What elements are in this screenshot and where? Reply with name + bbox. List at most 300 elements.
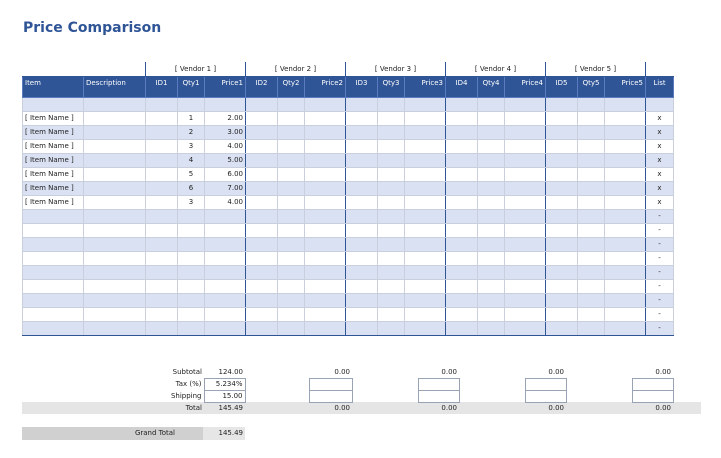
- id-cell[interactable]: [346, 209, 378, 223]
- description-cell[interactable]: [84, 125, 146, 139]
- shipping-input[interactable]: 15.00: [204, 390, 245, 402]
- list-cell[interactable]: x: [646, 139, 674, 153]
- item-name-cell[interactable]: [ Item Name ]: [23, 167, 84, 181]
- qty-cell[interactable]: 4: [178, 153, 205, 167]
- price-cell[interactable]: [305, 181, 346, 195]
- item-name-cell[interactable]: [23, 265, 84, 279]
- id-cell[interactable]: [146, 251, 178, 265]
- qty-cell[interactable]: [278, 195, 305, 209]
- description-cell[interactable]: [84, 279, 146, 293]
- shipping-input[interactable]: [525, 390, 566, 402]
- price-cell[interactable]: [305, 265, 346, 279]
- price-cell[interactable]: [305, 209, 346, 223]
- qty-cell[interactable]: [578, 265, 605, 279]
- id-cell[interactable]: [346, 181, 378, 195]
- tax-input[interactable]: 5.234%: [204, 378, 245, 390]
- id-cell[interactable]: [546, 321, 578, 335]
- list-cell[interactable]: -: [646, 293, 674, 307]
- qty-cell[interactable]: 1: [178, 111, 205, 125]
- price-cell[interactable]: [405, 167, 446, 181]
- price-cell[interactable]: [505, 265, 546, 279]
- price-cell[interactable]: [405, 251, 446, 265]
- list-cell[interactable]: x: [646, 195, 674, 209]
- qty-cell[interactable]: [578, 321, 605, 335]
- price-cell[interactable]: [305, 293, 346, 307]
- vendor-header[interactable]: [ Vendor 3 ]: [346, 62, 446, 76]
- qty-cell[interactable]: [578, 153, 605, 167]
- description-cell[interactable]: [84, 237, 146, 251]
- qty-cell[interactable]: [578, 125, 605, 139]
- item-name-cell[interactable]: [23, 209, 84, 223]
- qty-cell[interactable]: [178, 97, 205, 111]
- id-cell[interactable]: [446, 125, 478, 139]
- list-cell[interactable]: -: [646, 307, 674, 321]
- qty-cell[interactable]: [178, 209, 205, 223]
- price-cell[interactable]: [505, 209, 546, 223]
- price-cell[interactable]: [305, 167, 346, 181]
- id-cell[interactable]: [446, 321, 478, 335]
- id-cell[interactable]: [446, 307, 478, 321]
- description-cell[interactable]: [84, 167, 146, 181]
- list-cell[interactable]: -: [646, 237, 674, 251]
- qty-cell[interactable]: [478, 293, 505, 307]
- price-cell[interactable]: [505, 97, 546, 111]
- item-name-cell[interactable]: [ Item Name ]: [23, 153, 84, 167]
- price-cell[interactable]: [305, 237, 346, 251]
- qty-cell[interactable]: [578, 139, 605, 153]
- price-cell[interactable]: [605, 279, 646, 293]
- qty-cell[interactable]: [578, 307, 605, 321]
- price-cell[interactable]: [305, 307, 346, 321]
- id-cell[interactable]: [346, 293, 378, 307]
- qty-cell[interactable]: [478, 167, 505, 181]
- id-cell[interactable]: [346, 223, 378, 237]
- price-cell[interactable]: [605, 153, 646, 167]
- id-cell[interactable]: [246, 223, 278, 237]
- qty-cell[interactable]: [278, 111, 305, 125]
- id-cell[interactable]: [546, 209, 578, 223]
- id-cell[interactable]: [346, 97, 378, 111]
- list-cell[interactable]: -: [646, 223, 674, 237]
- list-cell[interactable]: [646, 97, 674, 111]
- id-cell[interactable]: [146, 167, 178, 181]
- id-cell[interactable]: [246, 307, 278, 321]
- vendor-header[interactable]: [ Vendor 5 ]: [546, 62, 646, 76]
- item-name-cell[interactable]: [ Item Name ]: [23, 139, 84, 153]
- description-cell[interactable]: [84, 265, 146, 279]
- id-cell[interactable]: [546, 265, 578, 279]
- price-cell[interactable]: 2.00: [205, 111, 246, 125]
- id-cell[interactable]: [446, 237, 478, 251]
- qty-cell[interactable]: [578, 251, 605, 265]
- id-cell[interactable]: [446, 265, 478, 279]
- id-cell[interactable]: [246, 167, 278, 181]
- qty-cell[interactable]: [178, 265, 205, 279]
- vendor-header[interactable]: [ Vendor 4 ]: [446, 62, 546, 76]
- qty-cell[interactable]: [478, 195, 505, 209]
- id-cell[interactable]: [146, 139, 178, 153]
- id-cell[interactable]: [346, 237, 378, 251]
- item-name-cell[interactable]: [23, 251, 84, 265]
- price-cell[interactable]: [605, 251, 646, 265]
- id-cell[interactable]: [546, 125, 578, 139]
- id-cell[interactable]: [346, 321, 378, 335]
- price-cell[interactable]: [505, 195, 546, 209]
- price-cell[interactable]: [505, 125, 546, 139]
- id-cell[interactable]: [446, 181, 478, 195]
- qty-cell[interactable]: [378, 125, 405, 139]
- description-cell[interactable]: [84, 223, 146, 237]
- qty-cell[interactable]: [278, 279, 305, 293]
- price-cell[interactable]: [605, 237, 646, 251]
- price-cell[interactable]: [305, 195, 346, 209]
- price-cell[interactable]: [205, 293, 246, 307]
- id-cell[interactable]: [246, 265, 278, 279]
- list-cell[interactable]: -: [646, 209, 674, 223]
- vendor-header[interactable]: [ Vendor 2 ]: [246, 62, 346, 76]
- qty-cell[interactable]: [278, 321, 305, 335]
- price-cell[interactable]: [305, 279, 346, 293]
- list-cell[interactable]: -: [646, 265, 674, 279]
- id-cell[interactable]: [246, 181, 278, 195]
- qty-cell[interactable]: [578, 237, 605, 251]
- qty-cell[interactable]: [478, 181, 505, 195]
- list-cell[interactable]: x: [646, 181, 674, 195]
- price-cell[interactable]: [305, 251, 346, 265]
- description-cell[interactable]: [84, 97, 146, 111]
- id-cell[interactable]: [146, 265, 178, 279]
- price-cell[interactable]: [405, 321, 446, 335]
- id-cell[interactable]: [346, 251, 378, 265]
- id-cell[interactable]: [246, 279, 278, 293]
- qty-cell[interactable]: [478, 251, 505, 265]
- qty-cell[interactable]: [378, 97, 405, 111]
- qty-cell[interactable]: [378, 251, 405, 265]
- qty-cell[interactable]: [178, 293, 205, 307]
- id-cell[interactable]: [546, 293, 578, 307]
- item-name-cell[interactable]: [ Item Name ]: [23, 181, 84, 195]
- id-cell[interactable]: [446, 293, 478, 307]
- qty-cell[interactable]: [478, 153, 505, 167]
- price-cell[interactable]: [405, 265, 446, 279]
- price-cell[interactable]: [505, 293, 546, 307]
- qty-cell[interactable]: [178, 307, 205, 321]
- id-cell[interactable]: [246, 111, 278, 125]
- price-cell[interactable]: 5.00: [205, 153, 246, 167]
- shipping-input[interactable]: [632, 390, 673, 402]
- list-cell[interactable]: -: [646, 321, 674, 335]
- id-cell[interactable]: [546, 111, 578, 125]
- id-cell[interactable]: [246, 153, 278, 167]
- description-cell[interactable]: [84, 139, 146, 153]
- qty-cell[interactable]: [278, 181, 305, 195]
- qty-cell[interactable]: [478, 209, 505, 223]
- qty-cell[interactable]: [478, 125, 505, 139]
- id-cell[interactable]: [146, 209, 178, 223]
- qty-cell[interactable]: [278, 139, 305, 153]
- price-cell[interactable]: 7.00: [205, 181, 246, 195]
- id-cell[interactable]: [146, 223, 178, 237]
- qty-cell[interactable]: [178, 223, 205, 237]
- price-cell[interactable]: [505, 111, 546, 125]
- price-cell[interactable]: [305, 223, 346, 237]
- price-cell[interactable]: [205, 223, 246, 237]
- id-cell[interactable]: [346, 111, 378, 125]
- qty-cell[interactable]: [478, 321, 505, 335]
- id-cell[interactable]: [346, 195, 378, 209]
- qty-cell[interactable]: [578, 111, 605, 125]
- price-cell[interactable]: [305, 321, 346, 335]
- id-cell[interactable]: [446, 223, 478, 237]
- id-cell[interactable]: [446, 209, 478, 223]
- price-cell[interactable]: 4.00: [205, 139, 246, 153]
- qty-cell[interactable]: [478, 97, 505, 111]
- id-cell[interactable]: [546, 153, 578, 167]
- id-cell[interactable]: [546, 279, 578, 293]
- qty-cell[interactable]: [178, 251, 205, 265]
- item-name-cell[interactable]: [ Item Name ]: [23, 111, 84, 125]
- item-name-cell[interactable]: [23, 279, 84, 293]
- qty-cell[interactable]: [478, 307, 505, 321]
- id-cell[interactable]: [346, 125, 378, 139]
- id-cell[interactable]: [146, 97, 178, 111]
- id-cell[interactable]: [146, 293, 178, 307]
- qty-cell[interactable]: [378, 153, 405, 167]
- id-cell[interactable]: [146, 181, 178, 195]
- qty-cell[interactable]: [478, 265, 505, 279]
- id-cell[interactable]: [146, 125, 178, 139]
- price-cell[interactable]: [205, 251, 246, 265]
- id-cell[interactable]: [246, 97, 278, 111]
- list-cell[interactable]: x: [646, 111, 674, 125]
- item-name-cell[interactable]: [23, 321, 84, 335]
- shipping-input[interactable]: [418, 390, 459, 402]
- qty-cell[interactable]: [578, 223, 605, 237]
- price-cell[interactable]: [605, 293, 646, 307]
- qty-cell[interactable]: [578, 181, 605, 195]
- qty-cell[interactable]: 2: [178, 125, 205, 139]
- id-cell[interactable]: [346, 167, 378, 181]
- vendor-header[interactable]: [ Vendor 1 ]: [146, 62, 246, 76]
- item-name-cell[interactable]: [23, 293, 84, 307]
- qty-cell[interactable]: [478, 223, 505, 237]
- id-cell[interactable]: [246, 195, 278, 209]
- price-cell[interactable]: [305, 125, 346, 139]
- item-name-cell[interactable]: [ Item Name ]: [23, 125, 84, 139]
- id-cell[interactable]: [346, 307, 378, 321]
- id-cell[interactable]: [446, 167, 478, 181]
- qty-cell[interactable]: [578, 209, 605, 223]
- price-cell[interactable]: [505, 251, 546, 265]
- price-cell[interactable]: [505, 223, 546, 237]
- price-cell[interactable]: [205, 97, 246, 111]
- price-cell[interactable]: [305, 139, 346, 153]
- id-cell[interactable]: [346, 153, 378, 167]
- qty-cell[interactable]: [378, 307, 405, 321]
- qty-cell[interactable]: [378, 181, 405, 195]
- price-cell[interactable]: [605, 111, 646, 125]
- id-cell[interactable]: [246, 293, 278, 307]
- tax-input[interactable]: [309, 378, 352, 390]
- id-cell[interactable]: [546, 223, 578, 237]
- qty-cell[interactable]: 6: [178, 181, 205, 195]
- id-cell[interactable]: [346, 265, 378, 279]
- description-cell[interactable]: [84, 321, 146, 335]
- price-cell[interactable]: [505, 153, 546, 167]
- description-cell[interactable]: [84, 195, 146, 209]
- price-cell[interactable]: 6.00: [205, 167, 246, 181]
- description-cell[interactable]: [84, 209, 146, 223]
- price-cell[interactable]: [405, 111, 446, 125]
- qty-cell[interactable]: [278, 125, 305, 139]
- id-cell[interactable]: [246, 321, 278, 335]
- qty-cell[interactable]: [478, 279, 505, 293]
- id-cell[interactable]: [246, 237, 278, 251]
- id-cell[interactable]: [546, 195, 578, 209]
- item-name-cell[interactable]: [23, 97, 84, 111]
- item-name-cell[interactable]: [23, 237, 84, 251]
- qty-cell[interactable]: [578, 167, 605, 181]
- id-cell[interactable]: [546, 237, 578, 251]
- description-cell[interactable]: [84, 307, 146, 321]
- price-cell[interactable]: [605, 125, 646, 139]
- item-name-cell[interactable]: [23, 223, 84, 237]
- price-cell[interactable]: [505, 181, 546, 195]
- shipping-input[interactable]: [309, 390, 352, 402]
- tax-input[interactable]: [632, 378, 673, 390]
- description-cell[interactable]: [84, 181, 146, 195]
- price-cell[interactable]: [405, 153, 446, 167]
- price-cell[interactable]: [605, 97, 646, 111]
- list-cell[interactable]: -: [646, 279, 674, 293]
- id-cell[interactable]: [546, 251, 578, 265]
- id-cell[interactable]: [146, 321, 178, 335]
- list-cell[interactable]: x: [646, 167, 674, 181]
- price-cell[interactable]: [605, 181, 646, 195]
- price-cell[interactable]: [205, 265, 246, 279]
- list-cell[interactable]: x: [646, 125, 674, 139]
- price-cell[interactable]: [605, 265, 646, 279]
- id-cell[interactable]: [446, 139, 478, 153]
- qty-cell[interactable]: 3: [178, 195, 205, 209]
- price-cell[interactable]: [405, 181, 446, 195]
- qty-cell[interactable]: [378, 321, 405, 335]
- qty-cell[interactable]: [578, 195, 605, 209]
- price-cell[interactable]: [205, 237, 246, 251]
- qty-cell[interactable]: [378, 209, 405, 223]
- list-cell[interactable]: -: [646, 251, 674, 265]
- id-cell[interactable]: [446, 279, 478, 293]
- qty-cell[interactable]: [378, 279, 405, 293]
- price-cell[interactable]: [205, 279, 246, 293]
- price-cell[interactable]: [405, 125, 446, 139]
- id-cell[interactable]: [246, 251, 278, 265]
- qty-cell[interactable]: [378, 293, 405, 307]
- id-cell[interactable]: [446, 251, 478, 265]
- description-cell[interactable]: [84, 153, 146, 167]
- price-cell[interactable]: [405, 209, 446, 223]
- description-cell[interactable]: [84, 293, 146, 307]
- price-cell[interactable]: [605, 223, 646, 237]
- qty-cell[interactable]: [178, 237, 205, 251]
- qty-cell[interactable]: [478, 237, 505, 251]
- qty-cell[interactable]: [278, 153, 305, 167]
- price-cell[interactable]: [605, 307, 646, 321]
- price-cell[interactable]: [305, 97, 346, 111]
- price-cell[interactable]: [505, 307, 546, 321]
- id-cell[interactable]: [146, 153, 178, 167]
- qty-cell[interactable]: [378, 111, 405, 125]
- id-cell[interactable]: [546, 139, 578, 153]
- price-cell[interactable]: 3.00: [205, 125, 246, 139]
- id-cell[interactable]: [246, 125, 278, 139]
- qty-cell[interactable]: [278, 293, 305, 307]
- price-cell[interactable]: [205, 321, 246, 335]
- price-cell[interactable]: [405, 237, 446, 251]
- tax-input[interactable]: [525, 378, 566, 390]
- qty-cell[interactable]: [378, 167, 405, 181]
- qty-cell[interactable]: [278, 265, 305, 279]
- qty-cell[interactable]: [278, 237, 305, 251]
- qty-cell[interactable]: [278, 167, 305, 181]
- id-cell[interactable]: [446, 195, 478, 209]
- qty-cell[interactable]: [178, 279, 205, 293]
- id-cell[interactable]: [546, 181, 578, 195]
- qty-cell[interactable]: [278, 223, 305, 237]
- price-cell[interactable]: [405, 223, 446, 237]
- qty-cell[interactable]: [378, 265, 405, 279]
- price-cell[interactable]: [505, 321, 546, 335]
- id-cell[interactable]: [346, 139, 378, 153]
- qty-cell[interactable]: [278, 251, 305, 265]
- qty-cell[interactable]: [378, 195, 405, 209]
- qty-cell[interactable]: [278, 307, 305, 321]
- price-cell[interactable]: [605, 167, 646, 181]
- qty-cell[interactable]: [278, 97, 305, 111]
- qty-cell[interactable]: [478, 111, 505, 125]
- id-cell[interactable]: [546, 307, 578, 321]
- price-cell[interactable]: [505, 167, 546, 181]
- id-cell[interactable]: [546, 97, 578, 111]
- price-cell[interactable]: [305, 153, 346, 167]
- id-cell[interactable]: [546, 167, 578, 181]
- qty-cell[interactable]: [378, 139, 405, 153]
- price-cell[interactable]: [605, 139, 646, 153]
- list-cell[interactable]: x: [646, 153, 674, 167]
- price-cell[interactable]: [405, 307, 446, 321]
- id-cell[interactable]: [446, 153, 478, 167]
- qty-cell[interactable]: [478, 139, 505, 153]
- price-cell[interactable]: [405, 279, 446, 293]
- price-cell[interactable]: 4.00: [205, 195, 246, 209]
- price-cell[interactable]: [505, 279, 546, 293]
- qty-cell[interactable]: 3: [178, 139, 205, 153]
- price-cell[interactable]: [405, 195, 446, 209]
- id-cell[interactable]: [446, 97, 478, 111]
- qty-cell[interactable]: [578, 293, 605, 307]
- price-cell[interactable]: [605, 195, 646, 209]
- price-cell[interactable]: [405, 293, 446, 307]
- price-cell[interactable]: [405, 139, 446, 153]
- price-cell[interactable]: [205, 307, 246, 321]
- qty-cell[interactable]: [378, 223, 405, 237]
- price-cell[interactable]: [305, 111, 346, 125]
- id-cell[interactable]: [246, 139, 278, 153]
- id-cell[interactable]: [446, 111, 478, 125]
- id-cell[interactable]: [146, 195, 178, 209]
- id-cell[interactable]: [146, 307, 178, 321]
- qty-cell[interactable]: [578, 97, 605, 111]
